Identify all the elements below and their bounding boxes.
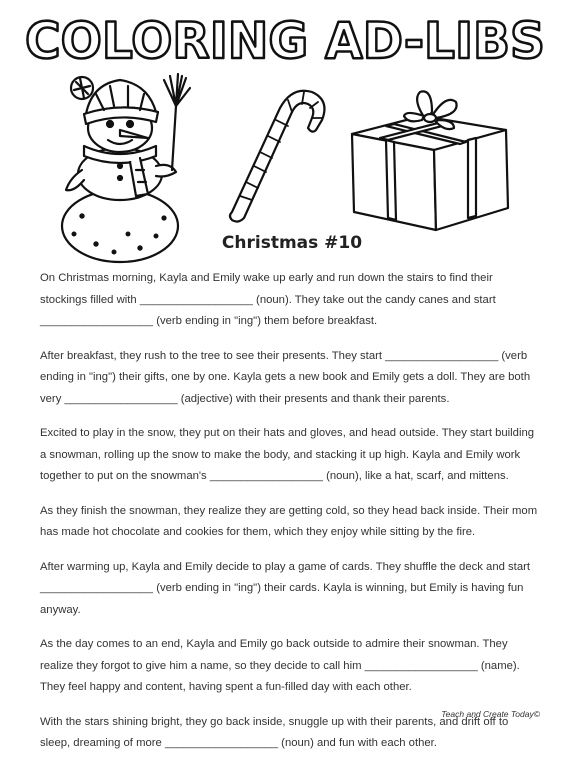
story-paragraph-4: As they finish the snowman, they realize they are getting cold, so they head back inside. Their mom has made hot chocolate and cookies for them, which they enjoy while sitting by the fire. [40,504,538,538]
story-paragraph-1: On Christmas morning, Kayla and Emily wake up early and run down the stairs to find their stockings filled with __________________ (noun). They take out the candy canes and start __________________ (verb ending in "ing") them before breakfast. [40,272,496,327]
page-title-text: COLORING AD-LIBS [25,12,545,70]
story-text [40,268,540,768]
story-paragraph-3: Excited to play in the snow, they put on their hats and gloves, and head outside. They start building a snowman, rolling up the snow to make the body, and stacking it up high. Kayla and Emily work together to put on the snowman's __________________ (noun), like a hat, scarf, and mittens. [40,427,535,482]
copyright-footer: Teach and Create Today© [441,709,540,719]
gift-box-icon [342,86,518,234]
page-title [0,6,570,70]
story-paragraph-5: After warming up, Kayla and Emily decide to play a game of cards. They shuffle the deck and start __________________ (verb ending in "ing") their cards. Kayla is winning, but Emily is having fun anyway. [40,560,531,616]
candy-cane-icon [218,78,336,226]
story-paragraph-6: As the day comes to an end, Kayla and Emily go back outside to admire their snowman. They realize they forgot to give him a name, so they decide to call him __________________ (name). They feel happy and content, having spent a fun-filled day with each other. [40,638,520,693]
worksheet-subtitle: Christmas #10 [221,233,363,253]
story-paragraph-2: After breakfast, they rush to the tree to see their presents. They start __________________ (verb ending in "ing") their gifts, one by one. Kayla gets a new book and Emily gets a doll. They are both very __________________ (adjective) with their presents and thank their parents. [40,349,531,405]
story-paragraph-7: With the stars shining bright, they go back inside, snuggle up with their parents, and drift off to sleep, dreaming of more __________________ (noun) and fun with each other. [40,715,509,749]
